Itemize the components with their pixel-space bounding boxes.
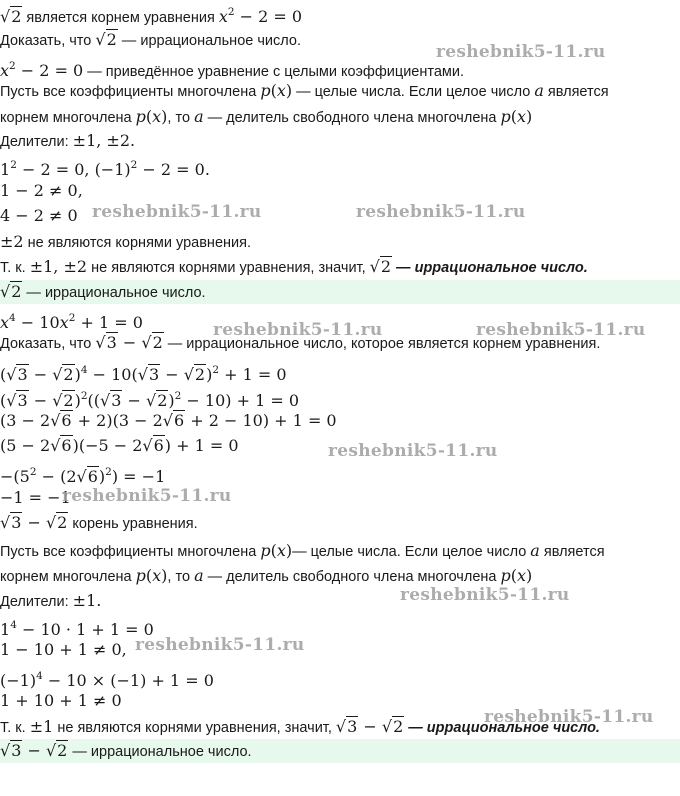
- line-subst-3: (3 − 2√6 + 2)(3 − 2√6 + 2 − 10) + 1 = 0: [0, 411, 337, 430]
- line-not-roots-1: ±2 не являются корнями уравнения.: [0, 232, 251, 251]
- line-check-2: 1 − 2 ≠ 0,: [0, 181, 83, 200]
- line-subst-1: $(√3 - √2)^4 - 10(√3 - √2)^2 + 1 = 0$: [0, 364, 287, 384]
- line-divisors-1: Делители: ±1, ±2.: [0, 131, 136, 150]
- line-equation-reduced: $x^2 - 2 = 0$ — приведённое уравнение с целыми коэффициентами.: [0, 60, 465, 80]
- line-check-4: $1^4 - 10 \cdot 1 + 1 = 0$: [0, 619, 154, 639]
- line-suppose-1: Пусть все коэффициенты многочлена p(x) — целые числа. Если целое число a является: [0, 81, 609, 100]
- line-divisors-2: Делители: ±1.: [0, 591, 102, 610]
- watermark: reshebnik5-11.ru: [213, 320, 383, 340]
- watermark: reshebnik5-11.ru: [92, 202, 262, 222]
- watermark: reshebnik5-11.ru: [484, 707, 654, 727]
- watermark: reshebnik5-11.ru: [135, 635, 305, 655]
- line-root-stmt: √3 − √2 корень уравнения.: [0, 513, 198, 532]
- line-subst-2: $(√3 - √2)^2((√3 - √2)^2 - 10) + 1 = 0$: [0, 390, 300, 410]
- watermark: reshebnik5-11.ru: [62, 486, 232, 506]
- line-statement-1: √2 является корнем уравнения $x^2 - 2 = 0$: [0, 6, 303, 26]
- line-prove-1: Доказать, что √2 — иррациональное число.: [0, 30, 301, 49]
- line-subst-6: −1 = −1: [0, 488, 71, 507]
- line-statement-2: $x^4 - 10x^2 + 1 = 0$: [0, 312, 143, 332]
- line-check-3: 4 − 2 ≠ 0: [0, 206, 78, 225]
- line-check-6: $(-1)^4 - 10 \times (-1) + 1 = 0$: [0, 670, 214, 690]
- watermark: reshebnik5-11.ru: [436, 42, 606, 62]
- watermark: reshebnik5-11.ru: [328, 441, 498, 461]
- line-prove-2: Доказать, что √3 − √2 — иррациональное число, которое является корнем уравнения.: [0, 333, 601, 352]
- line-check-7: 1 + 10 + 1 ≠ 0: [0, 691, 122, 710]
- watermark: reshebnik5-11.ru: [476, 320, 646, 340]
- line-check-5: 1 − 10 + 1 ≠ 0,: [0, 640, 127, 659]
- line-subst-5: $-(5^2 - (2√6)^2) = -1$: [0, 466, 166, 486]
- line-subst-4: (5 − 2√6)(−5 − 2√6) + 1 = 0: [0, 436, 239, 455]
- line-answer-2: √3 − √2 — иррациональное число.: [0, 739, 680, 763]
- watermark: reshebnik5-11.ru: [356, 202, 526, 222]
- line-root-poly-2: корнем многочлена p(x), то a — делитель свободного члена многочлена p(x): [0, 566, 533, 585]
- line-root-poly-1: корнем многочлена p(x), то a — делитель свободного члена многочлена p(x): [0, 107, 533, 126]
- line-conclusion-1: Т. к. ±1, ±2 не являются корнями уравнения, значит, √2 — иррациональное число.: [0, 257, 588, 276]
- watermark: reshebnik5-11.ru: [400, 585, 570, 605]
- sqrt2: √2: [0, 7, 22, 26]
- line-conclusion-2: Т. к. ±1 не являются корнями уравнения, значит, √3 − √2 — иррациональное число.: [0, 717, 600, 736]
- line-check-1: $1^2 - 2 = 0$, $(-1)^2 - 2 = 0$.: [0, 159, 210, 179]
- line-suppose-2: Пусть все коэффициенты многочлена p(x)— целые числа. Если целое число a является: [0, 541, 605, 560]
- line-answer-1: √2 — иррациональное число.: [0, 280, 680, 304]
